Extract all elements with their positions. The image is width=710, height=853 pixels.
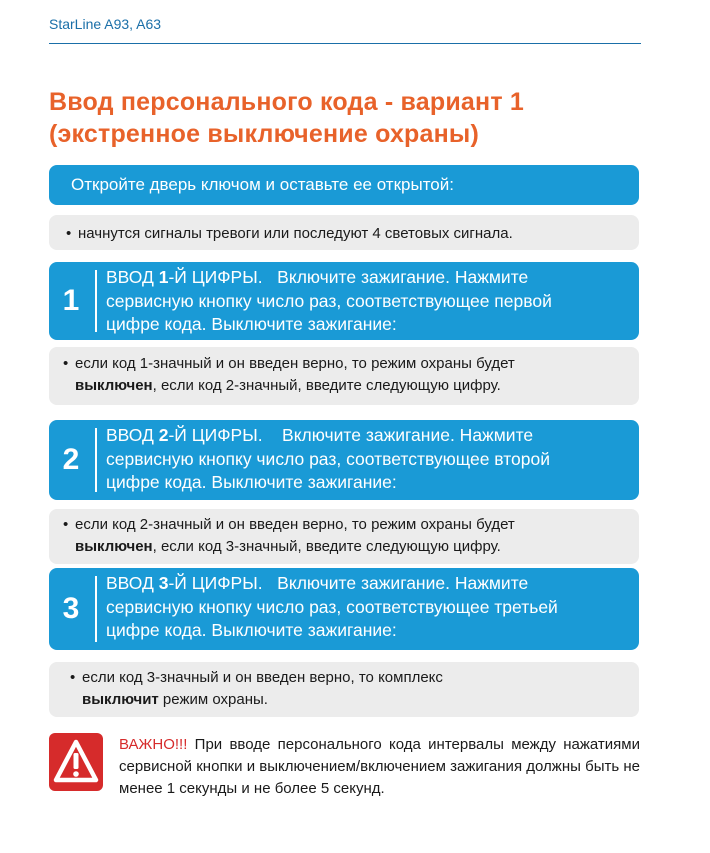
step-3-note-box	[49, 662, 639, 717]
intro-instruction-text: Откройте дверь ключом и оставьте ее открытой:	[71, 175, 454, 194]
step-1-label: ВВОД 1-Й ЦИФРЫ.	[106, 267, 263, 287]
step-1-note-line2: , если код 2-значный, введите следующую цифру.	[152, 377, 501, 394]
bullet-icon: •	[66, 225, 72, 242]
intro-instruction-bar	[49, 165, 639, 205]
step-2-label: ВВОД 2-Й ЦИФРЫ.	[106, 425, 263, 445]
intro-note-text: начнутся сигналы тревоги или последуют 4 световых сигнала.	[78, 225, 513, 242]
step-3-note-line2: режим охраны.	[158, 691, 268, 708]
intro-note-box	[49, 215, 639, 250]
step-2-note-line2: , если код 3-значный, введите следующую цифру.	[152, 538, 501, 555]
step-2-note-line1: если код 2-значный и он введен верно, то режим охраны будет	[75, 516, 515, 533]
brand-label: StarLine A93, A63	[49, 16, 162, 32]
page-header	[49, 16, 641, 44]
warning-text: При вводе персонального кода интервалы между нажатиями сервисной кнопки и выключением/включением зажигания должны быть не менее 1 секунды и не более 5 секунд.	[119, 736, 640, 797]
step-3-number: 3	[62, 592, 80, 625]
warning-triangle-icon	[49, 733, 103, 791]
step-2-number: 2	[62, 443, 80, 476]
step-1-separator	[95, 270, 97, 332]
step-3-separator	[95, 576, 97, 642]
step-2-separator	[95, 428, 97, 492]
step-3-note-line1: если код 3-значный и он введен верно, то комплекс	[82, 669, 443, 686]
bullet-icon: •	[63, 516, 69, 533]
step-2-instruction: ВВОД 2-Й ЦИФРЫ. Включите зажигание. Нажмите сервисную кнопку число раз, соответствующее второй цифре кода. Выключите зажигание:	[106, 425, 550, 492]
title-line-2: (экстренное выключение охраны)	[49, 120, 480, 148]
step-3-note-bold: выключит	[82, 691, 159, 708]
step-1-number: 1	[62, 284, 80, 317]
step-3-instruction: ВВОД 3-Й ЦИФРЫ. Включите зажигание. Нажмите сервисную кнопку число раз, соответствующее третьей цифре кода. Выключите зажигание:	[106, 573, 558, 640]
bullet-icon: •	[70, 669, 76, 686]
step-1-note-line1: если код 1-значный и он введен верно, то режим охраны будет	[75, 355, 515, 372]
bullet-icon: •	[63, 355, 69, 372]
page-title	[49, 86, 649, 150]
step-3-bar	[49, 568, 639, 650]
step-2-bar	[49, 420, 639, 500]
warning-note	[119, 734, 640, 800]
step-2-note-box	[49, 509, 639, 564]
title-line-1: Ввод персонального кода - вариант 1	[49, 88, 525, 116]
step-1-note-box	[49, 347, 639, 405]
step-2-note-bold: выключен	[75, 538, 153, 555]
step-1-instruction: ВВОД 1-Й ЦИФРЫ. Включите зажигание. Нажмите сервисную кнопку число раз, соответствующее первой цифре кода. Выключите зажигание:	[106, 267, 552, 334]
step-1-bar	[49, 262, 639, 340]
warning-label: ВАЖНО!!!	[119, 736, 188, 753]
step-1-note-bold: выключен	[75, 377, 153, 394]
step-3-label: ВВОД 3-Й ЦИФРЫ.	[106, 573, 263, 593]
